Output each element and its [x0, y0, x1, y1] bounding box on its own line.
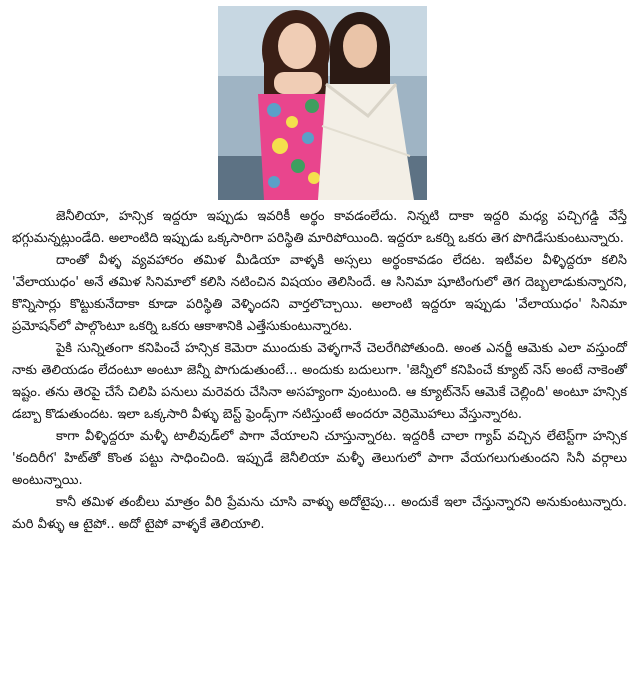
article-paragraph: పైకి సున్నితంగా కనిపించే హన్సిక కెమెరా ముందుకు వెళ్ళగానే చెలరేగిపోతుంది. అంత ఎనర్జీ ఆమెకు ఎలా వస్తుందో నాకు తెలియడం లేదంటూ అంటూ జెన్నీ పొగుడుతుంటే... అందుకు బదులుగా. 'జెన్నీలో కనిపించే క్యూట్ నెస్ అంటే నాకెంతో ఇష్టం. తను తెరపై చేసే చిలిపి పనులు మరెవరు చేసినా అసహ్యంగా వుంటుంది. ఆ క్యూట్‌నెస్ ఆమెకే చెల్లింది' అంటూ హన్సిక డబ్బా కొడుతుందట. ఇలా ఒక్కసారి వీళ్ళు బెస్ట్ ఫ్రెండ్స్‌గా నటిస్తుంటే అందరూ వెర్రిమొహాలు వేస్తున్నారట.	[12, 341, 627, 422]
article-paragraph: దాంతో వీళ్ళ వ్యవహారం తమిళ మీడియా వాళ్ళకి అస్సలు అర్థంకావడం లేదట. ఇటీవల వీళ్ళిద్దరూ కలిసి 'వేలాయుధం' అనే తమిళ సినిమాలో కలిసి నటించిన విషయం తెలిసిందే. ఆ సినిమా షూటింగులో తెగ దెబ్బలాడుకున్నారని, కొన్నిసార్లు కొట్టుకునేదాకా కూడా పరిస్థితి వెళ్ళిందని వార్తలొచ్చాయి. అలాంటి ఇద్దరూ ఇప్పుడు 'వేలాయుధం' సినిమా ప్రమోషన్‌లో పాల్గొంటూ ఒకర్ని ఒకరు ఆకాశానికి ఎత్తేసుకుంటున్నారట.	[12, 253, 627, 334]
article-paragraph: కాగా వీళ్ళిద్దరూ మళ్ళీ టాలీవుడ్‌లో పాగా వేయాలని చూస్తున్నారట. ఇద్దరికీ చాలా గ్యాప్ వచ్చిన లేటెస్ట్‌గా హన్సిక 'కందిరీగ' హిట్‌తో కొంత పట్టు సాధించింది. ఇప్పుడే జెనీలియా మళ్ళీ తెలుగులో పాగా వేయగలుగుతుందని సినీ వర్గాలు అంటున్నాయి.	[12, 429, 627, 488]
article-photo	[218, 6, 427, 200]
article-paragraph: కానీ తమిళ తంబీలు మాత్రం వీరి ప్రేమను చూసి వాళ్ళు అదోటైపు... అందుకే ఇలా చేస్తున్నారని అనుకుంటున్నారు. మరి వీళ్ళు ఆ టైపో.. అదో టైపో వాళ్ళకే తెలియాలి.	[12, 495, 627, 532]
photo-illustration	[218, 6, 427, 200]
article-paragraph: జెనీలియా, హన్సిక ఇద్దరూ ఇప్పుడు ఇవరికీ అర్థం కావడంలేదు. నిన్నటి దాకా ఇద్దరి మధ్య పచ్చిగడ్డి వేస్తే భగ్గుమన్నట్లుండేది. అలాంటిది ఇప్పుడు ఒక్కసారిగా పరిస్థితి మారిపోయింది. ఇద్దరూ ఒకర్ని ఒకరు తెగ పొగిడేసుకుంటున్నారు.	[12, 209, 627, 246]
article-body	[12, 206, 627, 536]
